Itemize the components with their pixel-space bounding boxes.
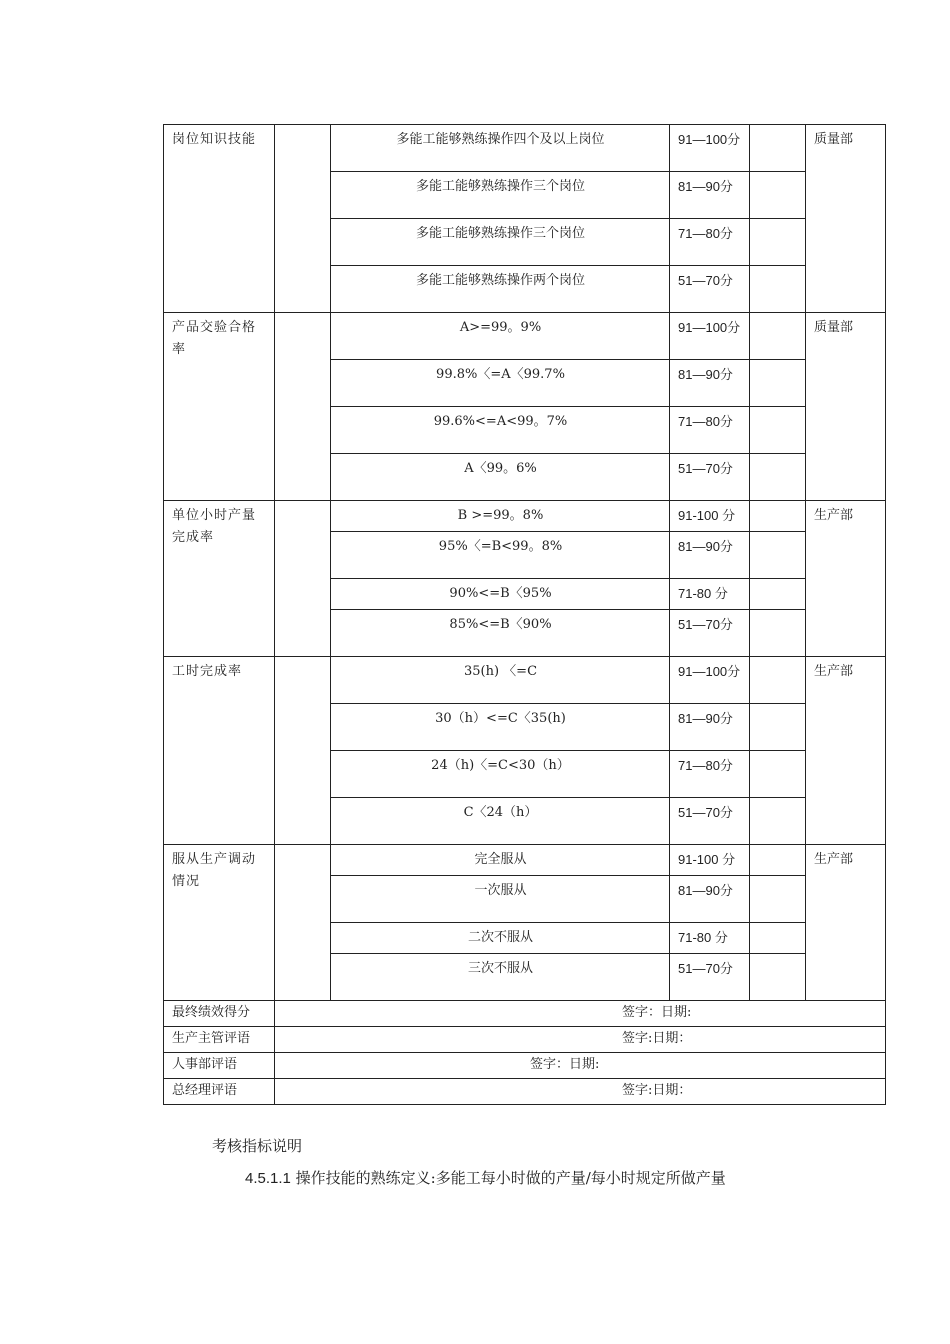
result-cell [750,845,806,876]
indicator-name: 单位小时产量完成率 [164,501,275,657]
weight-cell [275,501,331,657]
result-cell [750,657,806,704]
result-cell [750,454,806,501]
score-cell: 81—90分 [670,360,750,407]
department-cell: 质量部 [806,125,886,313]
criterion-cell: A〈99。6% [331,454,670,501]
department-cell: 质量部 [806,313,886,501]
score-cell: 91—100分 [670,313,750,360]
supervisor-comment-row [164,1027,886,1053]
weight-cell [275,657,331,845]
definition-text: 操作技能的熟练定义:多能工每小时做的产量/每小时规定所做产量 [295,1169,726,1187]
hr-comment-row [164,1053,886,1079]
result-cell [750,579,806,610]
result-cell [750,266,806,313]
score-cell: 71-80 分 [670,579,750,610]
result-cell [750,407,806,454]
signature-date-field: 签字：日期: [275,1001,886,1027]
score-cell: 71—80分 [670,751,750,798]
criterion-cell: 99.8%〈=A〈99.7% [331,360,670,407]
weight-cell [275,125,331,313]
signature-date-field: 签字：日期: [275,1053,886,1079]
result-cell [750,751,806,798]
footer-label: 人事部评语 [164,1053,275,1079]
criterion-cell: 多能工能够熟练操作两个岗位 [331,266,670,313]
signature-date-field: 签字:日期： [275,1027,886,1053]
score-cell: 71-80 分 [670,923,750,954]
department-cell: 生产部 [806,657,886,845]
result-cell [750,876,806,923]
table-row [164,313,886,360]
score-cell: 91-100 分 [670,501,750,532]
table-row [164,845,886,876]
criterion-cell: 三次不服从 [331,954,670,1001]
score-cell: 81—90分 [670,704,750,751]
criterion-cell: C〈24（h） [331,798,670,845]
result-cell [750,704,806,751]
score-cell: 51—70分 [670,266,750,313]
criterion-cell: 二次不服从 [331,923,670,954]
signature-date-field: 签字:日期： [275,1079,886,1105]
result-cell [750,360,806,407]
footer-label: 最终绩效得分 [164,1001,275,1027]
table-row [164,125,886,172]
indicator-name: 岗位知识技能 [164,125,275,313]
criterion-cell: 99.6%<=A<99。7% [331,407,670,454]
score-cell: 71—80分 [670,219,750,266]
indicator-name: 产品交验合格率 [164,313,275,501]
criterion-cell: 多能工能够熟练操作四个及以上岗位 [331,125,670,172]
criterion-cell: 85%<=B〈90% [331,610,670,657]
criterion-cell: 24（h)〈=C<30（h） [331,751,670,798]
criterion-cell: 多能工能够熟练操作三个岗位 [331,172,670,219]
criterion-cell: A>=99。9% [331,313,670,360]
criterion-cell: B >=99。8% [331,501,670,532]
score-cell: 51—70分 [670,954,750,1001]
result-cell [750,798,806,845]
criterion-cell: 35(h) 〈=C [331,657,670,704]
weight-cell [275,313,331,501]
indicator-name: 服从生产调动情况 [164,845,275,1001]
weight-cell [275,845,331,1001]
criterion-cell: 一次服从 [331,876,670,923]
result-cell [750,219,806,266]
score-cell: 51—70分 [670,798,750,845]
result-cell [750,923,806,954]
assessment-table [163,124,886,1105]
result-cell [750,532,806,579]
criterion-cell: 30（h）<=C〈35(h) [331,704,670,751]
result-cell [750,501,806,532]
score-cell: 51—70分 [670,454,750,501]
criterion-cell: 90%<=B〈95% [331,579,670,610]
score-cell: 51—70分 [670,610,750,657]
score-cell: 81—90分 [670,172,750,219]
table-row [164,657,886,704]
result-cell [750,954,806,1001]
table-row [164,501,886,532]
definition-paragraph [245,1167,726,1188]
score-cell: 91-100 分 [670,845,750,876]
criterion-cell: 95%〈=B<99。8% [331,532,670,579]
criterion-cell: 完全服从 [331,845,670,876]
result-cell [750,172,806,219]
score-cell: 91—100分 [670,125,750,172]
result-cell [750,610,806,657]
gm-comment-row [164,1079,886,1105]
final-score-row [164,1001,886,1027]
score-cell: 81—90分 [670,532,750,579]
criterion-cell: 多能工能够熟练操作三个岗位 [331,219,670,266]
result-cell [750,125,806,172]
clause-number: 4.5.1.1 [245,1170,291,1187]
indicator-name: 工时完成率 [164,657,275,845]
footer-label: 总经理评语 [164,1079,275,1105]
department-cell: 生产部 [806,501,886,657]
score-cell: 91—100分 [670,657,750,704]
score-cell: 71—80分 [670,407,750,454]
footer-label: 生产主管评语 [164,1027,275,1053]
score-cell: 81—90分 [670,876,750,923]
department-cell: 生产部 [806,845,886,1001]
result-cell [750,313,806,360]
indicator-notes-heading: 考核指标说明 [212,1137,303,1155]
